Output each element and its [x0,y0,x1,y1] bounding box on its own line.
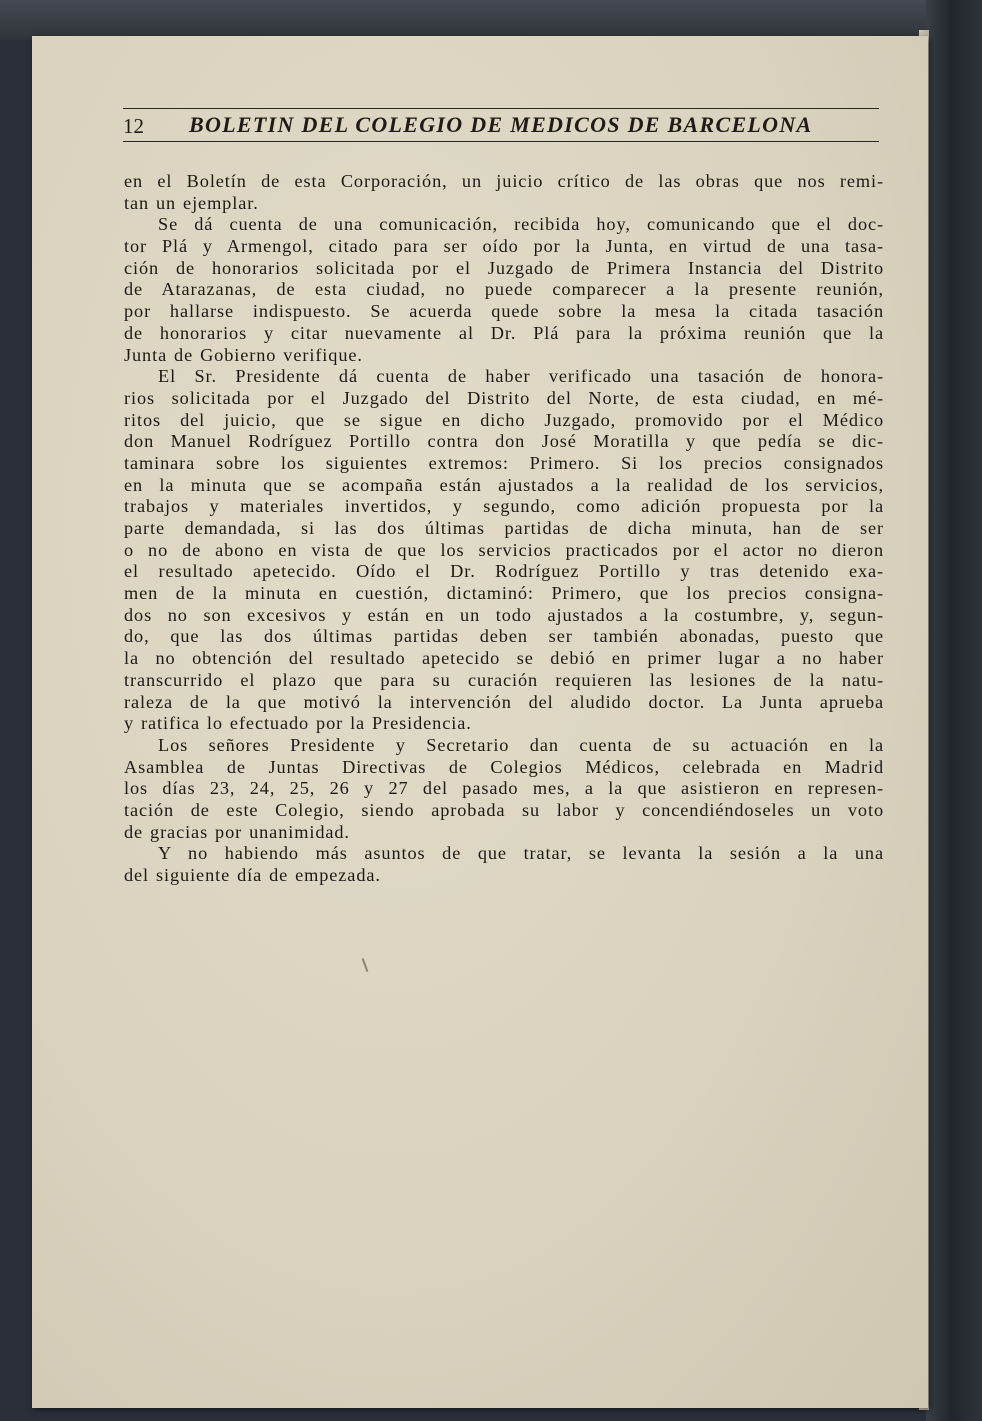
text-line: men de la minuta en cuestión, dictaminó: Primero, que los precios consigna- [124,583,884,604]
text-line: tan un ejemplar. [124,192,259,213]
text-line: El Sr. Presidente dá cuenta de haber verificado una tasación de honora- [158,366,884,387]
book-spine [926,0,982,1421]
text-line: y ratifica lo efectuado por la Presidencia. [124,713,472,734]
text-line: del siguiente día de empezada. [124,865,381,885]
text-line: rios solicitada por el Juzgado del Distrito del Norte, de esta ciudad, en mé- [124,387,884,408]
text-line: don Manuel Rodríguez Portillo contra don José Moratilla y que pedía se dic- [124,431,884,452]
text-line: Asamblea de Juntas Directivas de Colegios Médicos, celebrada en Madrid [124,756,884,777]
text-line: ción de honorarios solicitada por el Juzgado de Primera Instancia del Distrito [124,257,884,278]
text-line: o no de abono en vista de que los servicios practicados por el actor no dieron [124,539,884,560]
text-line: Se dá cuenta de una comunicación, recibida hoy, comunicando que el doc- [158,214,884,235]
body-text [124,171,884,887]
text-line: de honorarios y citar nuevamente al Dr. Plá para la próxima reunión que la [124,322,884,343]
text-line: Y no habiendo más asuntos de que tratar, se levanta la sesión a la una [158,843,884,864]
scan-backdrop [0,0,982,40]
page-number: 12 [123,114,144,138]
journal-title: BOLETIN DEL COLEGIO DE MEDICOS DE BARCELONA [189,112,813,137]
text-line: la no obtención del resultado apetecido se debió en primer lugar a no haber [124,648,884,669]
text-line: ritos del juicio, que se sigue en dicho Juzgado, promovido por el Médico [124,409,884,430]
text-line: trabajos y materiales invertidos, y segundo, como adición propuesta por la [124,496,884,517]
text-line: raleza de la que motivó la intervención del aludido doctor. La Junta aprueba [124,691,884,712]
text-line: do, que las dos últimas partidas deben ser también abonadas, puesto que [124,626,884,647]
text-line: dos no son excesivos y están en un todo ajustados a la costumbre, y, segun- [124,604,884,625]
text-line: en el Boletín de esta Corporación, un juicio crítico de las obras que nos remi- [124,171,884,191]
text-line: por hallarse indispuesto. Se acuerda quede sobre la mesa la citada tasación [124,301,884,322]
text-line: tación de este Colegio, siendo aprobada su labor y concendiéndoseles un voto [124,799,884,820]
text-line: Junta de Gobierno verifique. [124,344,363,365]
running-head [123,108,879,142]
text-line: parte demandada, si las dos últimas partidas de dicha minuta, han de ser [124,518,884,538]
text-line: los días 23, 24, 25, 26 y 27 del pasado mes, a la que asistieron en represen- [124,778,884,799]
text-line: taminara sobre los siguientes extremos: Primero. Si los precios consignados [124,452,884,473]
text-line: transcurrido el plazo que para su curación requieren las lesiones de la natu- [124,669,884,690]
text-line: el resultado apetecido. Oído el Dr. Rodríguez Portillo y tras detenido exa- [124,561,884,582]
text-line: tor Plá y Armengol, citado para ser oído por la Junta, en virtud de una tasa- [124,236,884,257]
text-line: Los señores Presidente y Secretario dan cuenta de su actuación en la [158,734,884,755]
text-line: en la minuta que se acompaña están ajustados a la realidad de los servicios, [124,474,884,495]
text-line: de gracias por unanimidad. [124,821,350,842]
text-line: de Atarazanas, de esta ciudad, no puede comparecer a la presente reunión, [124,279,884,300]
